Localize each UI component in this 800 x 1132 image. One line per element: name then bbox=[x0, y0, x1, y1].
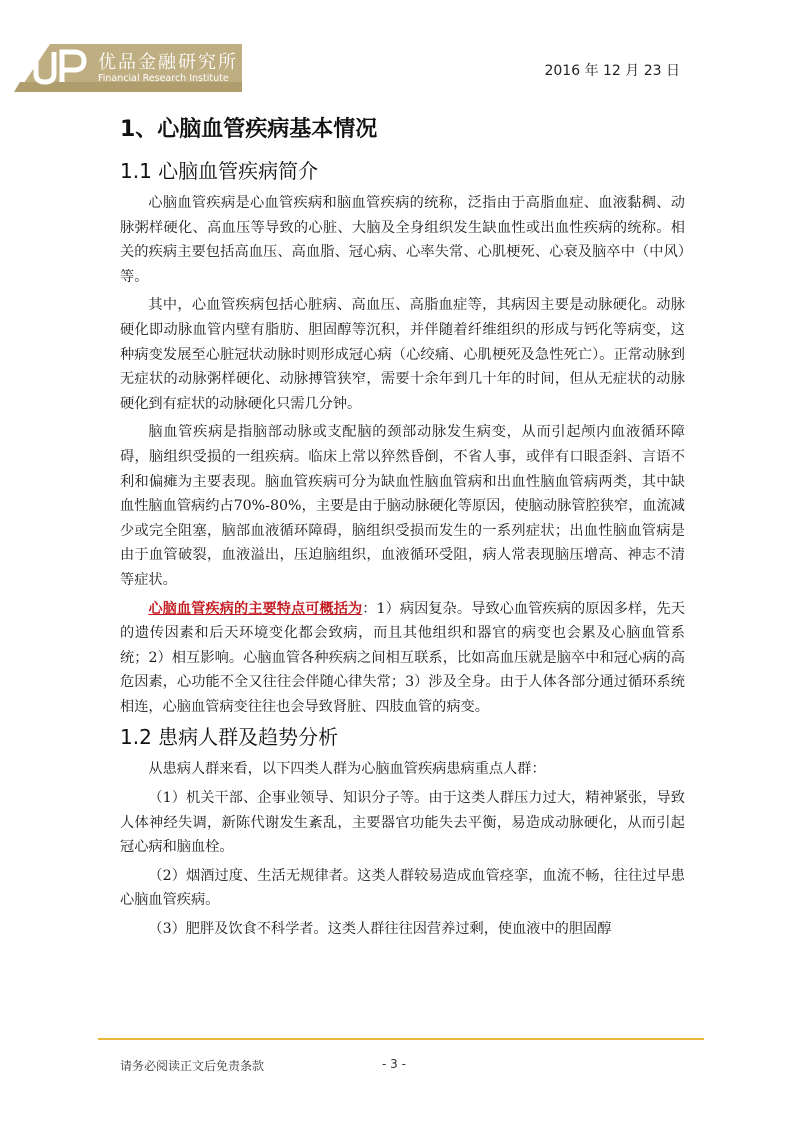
paragraph: 脑血管疾病是指脑部动脉或支配脑的颈部动脉发生病变，从而引起颅内血液循环障碍，脑组织受损的一组疾病。临床上常以猝然昏倒，不省人事，或伴有口眼歪斜、言语不利和偏瘫为主要表现。脑血管疾病可分为缺血性脑血管病和出血性脑血管病两类，其中缺血性脑血管病约占70%-80%，主要是由于脑动脉硬化等原因，使脑动脉管腔狭窄，血流减少或完全阻塞，脑部血液循环障碍，脑组织受损而发生的一系列症状；出血性脑血管病是由于血管破裂，血液溢出，压迫脑组织，血液循环受阻，病人常表现脑压增高、神志不清等症状。 bbox=[120, 424, 685, 588]
paragraph-features bbox=[120, 597, 685, 720]
page-number: - 3 - bbox=[382, 1057, 406, 1071]
features-text: ：1）病因复杂。导致心血管疾病的原因多样，先天的遗传因素和后天环境变化都会致病，而且其他组织和器官的病变也会累及心脑血管系统；2）相互影响。心脑血管各种疾病之间相互联系，比如高血压就是脑卒中和冠心病的高危因素，心功能不全又往往会伴随心律失常；3）涉及全身。由于人体各部分通过循环系统相连，心脑血管病变往往也会导致肾脏、四肢血管的病变。 bbox=[120, 600, 685, 715]
paragraph: 心脑血管疾病是心血管疾病和脑血管疾病的统称，泛指由于高脂血症、血液黏稠、动脉粥样硬化、高血压等导致的心脏、大脑及全身组织发生缺血性或出血性疾病的统称。相关的疾病主要包括高血压、高血脂、冠心病、心率失常、心肌梗死、心衰及脑卒中（中风）等。 bbox=[120, 195, 685, 285]
paragraph: （3）肥胖及饮食不科学者。这类人群往往因营养过剩，使血液中的胆固醇 bbox=[148, 921, 612, 938]
logo bbox=[14, 44, 242, 92]
subsection-title-1-2: 1.2 患病人群及趋势分析 bbox=[120, 725, 339, 750]
subsection-title-1-1: 1.1 心脑血管疾病简介 bbox=[120, 159, 319, 183]
paragraph: （2）烟酒过度、生活无规律者。这类人群较易造成血管痉挛，血流不畅，往往过早患心脑血管疾病。 bbox=[120, 867, 685, 909]
paragraph: 其中，心血管疾病包括心脏病、高血压、高脂血症等，其病因主要是动脉硬化。动脉硬化即动脉血管内壁有脂肪、胆固醇等沉积，并伴随着纤维组织的形成与钙化等病变，这种病变发展至心脏冠状动脉时则形成冠心病（心绞痛、心肌梗死及急性死亡）。正常动脉到无症状的动脉粥样硬化、动脉搏管狭窄，需要十余年到几十年的时间，但从无症状的动脉硬化到有症状的动脉硬化只需几分钟。 bbox=[120, 297, 685, 412]
logo-chinese-name: 优品金融研究所 bbox=[98, 52, 238, 73]
paragraph: （1）机关干部、企事业领导、知识分子等。由于这类人群压力过大，精神紧张，导致人体神经失调，新陈代谢发生紊乱，主要器官功能失去平衡，易造成动脉硬化，从而引起冠心病和脑血栓。 bbox=[120, 790, 685, 856]
main-content bbox=[120, 115, 685, 946]
footer-disclaimer: 请务必阅读正文后免责条款 bbox=[120, 1059, 265, 1073]
paragraph: 从患病人群来看，以下四类人群为心脑血管疾病患病重点人群： bbox=[148, 761, 546, 778]
section-title: 1、心脑血管疾病基本情况 bbox=[120, 117, 378, 142]
footer-divider bbox=[98, 1038, 704, 1040]
report-date: 2016 年 12 月 23 日 bbox=[544, 63, 680, 79]
logo-english-name: Financial Research Institute bbox=[98, 73, 229, 84]
features-heading: 心脑血管疾病的主要特点可概括为 bbox=[148, 600, 363, 617]
